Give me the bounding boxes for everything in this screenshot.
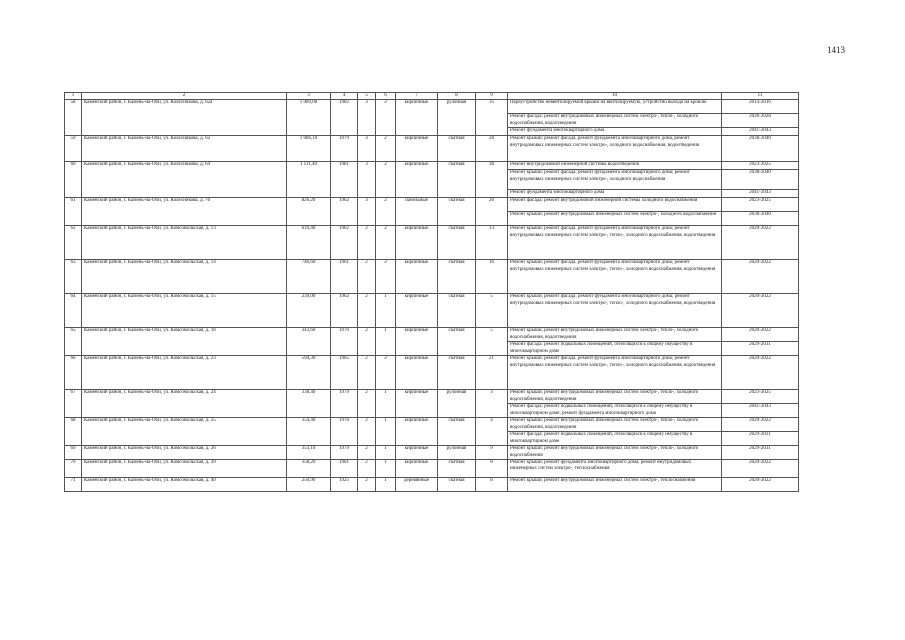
- cell-wear: 8: [476, 460, 508, 478]
- cell-work-description: Ремонт крыши; ремонт внутридомовых инженерных систем электро-, тепло-, холодного водоснабжения, водоотведения: [508, 418, 722, 432]
- cell-area: 610,40: [287, 226, 331, 260]
- cell-entrances: 1: [376, 418, 396, 446]
- cell-work-period: 2020-2022: [722, 260, 799, 294]
- cell-roof: скатная: [438, 260, 476, 294]
- cell-year: 1982: [331, 100, 358, 136]
- cell-floors: 2: [358, 356, 376, 390]
- cell-walls: кирпичные: [396, 136, 438, 162]
- cell-work-period: 2014-2016: [722, 100, 799, 114]
- cell-roof: скатная: [438, 294, 476, 328]
- table-row: [65, 260, 799, 294]
- cell-walls: кирпичные: [396, 390, 438, 418]
- cell-wear: 16: [476, 260, 508, 294]
- cell-year: 1965: [331, 356, 358, 390]
- column-number-cell: 6: [376, 93, 396, 100]
- table-row: [65, 328, 799, 342]
- cell-floors: 2: [358, 294, 376, 328]
- page-number: 1413: [827, 45, 845, 55]
- column-number-cell: 10: [508, 93, 722, 100]
- cell-year: 1961: [331, 260, 358, 294]
- cell-work-description: Ремонт фасада; ремонт внутридомовых инженерных систем электро-, тепло-, холодного водоснабжения, водоотведения: [508, 114, 722, 128]
- cell-floors: 2: [358, 260, 376, 294]
- cell-walls: кирпичные: [396, 100, 438, 136]
- cell-work-description: Ремонт крыши; ремонт внутридомовых инженерных систем электро-, теплоснабжения: [508, 478, 722, 492]
- column-number-cell: 3: [287, 93, 331, 100]
- cell-work-description: Ремонт крыши; ремонт фундамента многоквартирного дома; ремонт внутридомовых инженерных систем электро-, теплоснабжения: [508, 460, 722, 478]
- cell-work-period: 2020-2022: [722, 418, 799, 432]
- cell-num: 60: [65, 162, 82, 198]
- cell-num: 63: [65, 260, 82, 294]
- cell-area: 250,90: [287, 478, 331, 492]
- table-row: [65, 478, 799, 492]
- column-number-cell: 1: [65, 93, 82, 100]
- cell-work-description: Ремонт внутридомовой инженерной системы водоотведения: [508, 162, 722, 170]
- cell-work-description: Ремонт крыши; ремонт внутридомовых инженерных систем электро-, тепло-, холодного водоснабжения, водоотведения: [508, 328, 722, 342]
- cell-work-description: Ремонт крыши; ремонт фасада, ремонт фундамента многоквартирного дома, ремонт внутридомовых инженерных систем электро-, холодного водоснабжения, водоотведения: [508, 136, 722, 162]
- cell-year: 1979: [331, 136, 358, 162]
- cell-address: Каменский район, г. Камень-на-Оби, ул. Комсомольская, д. 23: [82, 356, 287, 390]
- column-number-cell: 2: [82, 93, 287, 100]
- housing-register-table: [64, 92, 799, 492]
- cell-work-period: 2020-2022: [722, 294, 799, 328]
- cell-work-period: 2038-2040: [722, 170, 799, 190]
- cell-num: 62: [65, 226, 82, 260]
- cell-roof: рулонная: [438, 446, 476, 460]
- cell-walls: кирпичные: [396, 418, 438, 446]
- cell-area: 746,60: [287, 260, 331, 294]
- cell-area: 594,30: [287, 356, 331, 390]
- cell-walls: деревянные: [396, 478, 438, 492]
- cell-address: Каменский район, г. Камень-на-Оби, ул. Комсомольская, д. 13: [82, 226, 287, 260]
- cell-roof: скатная: [438, 328, 476, 356]
- table-row: [65, 100, 799, 114]
- cell-area: 1 089,00: [287, 100, 331, 136]
- cell-roof: скатная: [438, 136, 476, 162]
- cell-work-description: Ремонт фундамента многоквартирного дома: [508, 190, 722, 198]
- cell-num: 59: [65, 136, 82, 162]
- cell-year: 1970: [331, 328, 358, 356]
- cell-walls: кирпичные: [396, 356, 438, 390]
- cell-roof: скатная: [438, 226, 476, 260]
- cell-entrances: 1: [376, 328, 396, 356]
- cell-work-description: Ремонт крыши; ремонт фасада, ремонт фундамента многоквартирного дома; ремонт внутридомовых инженерных систем электро-, тепло-, холодного водоснабжения, водоотведения: [508, 356, 722, 390]
- cell-walls: кирпичные: [396, 460, 438, 478]
- cell-year: 1925: [331, 478, 358, 492]
- table-row: [65, 294, 799, 328]
- cell-work-period: 2020-2022: [722, 460, 799, 478]
- cell-wear: 28: [476, 136, 508, 162]
- cell-work-period: 2026-2028: [722, 114, 799, 128]
- table-row: [65, 198, 799, 212]
- cell-work-description: Ремонт фасада; ремонт внутридомовой инженерной системы холодного водоснабжения: [508, 198, 722, 212]
- cell-wear: 20: [476, 198, 508, 226]
- cell-num: 71: [65, 478, 82, 492]
- cell-roof: рулонная: [438, 390, 476, 418]
- cell-num: 70: [65, 460, 82, 478]
- cell-roof: скатная: [438, 460, 476, 478]
- cell-work-description: Ремонт крыши; ремонт фасада; ремонт фундамента многоквартирного дома; ремонт внутридомовых инженерных систем электро-, тепло-, холодного водоснабжения, водоотведения: [508, 294, 722, 328]
- cell-work-period: 2020-2022: [722, 478, 799, 492]
- cell-floors: 2: [358, 418, 376, 446]
- register-body: [65, 100, 799, 492]
- cell-entrances: 2: [376, 162, 396, 198]
- cell-roof: скатная: [438, 198, 476, 226]
- cell-work-description: Ремонт крыши; ремонт внутридомовых инженерных систем электро-, тепло-, холодного водоснабжения: [508, 446, 722, 460]
- cell-work-period: 2041-2043: [722, 190, 799, 198]
- cell-work-description: Ремонт крыши; ремонт фасада, ремонт фундамента многоквартирного дома; ремонт внутридомовых инженерных систем электро-, тепло-, холодного водоснабжения, водоотведения: [508, 260, 722, 294]
- cell-walls: панельные: [396, 198, 438, 226]
- cell-wear: 4: [476, 418, 508, 446]
- cell-year: 1962: [331, 294, 358, 328]
- cell-wear: 8: [476, 478, 508, 492]
- cell-num: 64: [65, 294, 82, 328]
- cell-wear: 9: [476, 446, 508, 460]
- cell-area: 338,40: [287, 390, 331, 418]
- cell-walls: кирпичные: [396, 260, 438, 294]
- cell-address: Каменский район, г. Камень-на-Оби, ул. Комсомольская, д. 14: [82, 260, 287, 294]
- cell-area: 358,20: [287, 460, 331, 478]
- cell-num: 69: [65, 446, 82, 460]
- cell-work-period: 2029-2031: [722, 342, 799, 356]
- cell-floors: 3: [358, 136, 376, 162]
- cell-work-description: Ремонт фасада; ремонт подвальных помещений, относящихся к общему имуществу в многоквартирном доме: [508, 342, 722, 356]
- cell-year: 1962: [331, 198, 358, 226]
- cell-area: 1 086,10: [287, 136, 331, 162]
- table-row: [65, 162, 799, 170]
- table-row: [65, 446, 799, 460]
- cell-roof: скатная: [438, 162, 476, 198]
- cell-address: Каменский район, г. Камень-на-Оби, ул. Комсомольская, д. 25: [82, 418, 287, 446]
- cell-work-description: Ремонт фасада; ремонт подвальных помещений, относящихся к общему имуществу в многоквартирном доме; ремонт фундамента многоквартирного дома: [508, 404, 722, 418]
- cell-address: Каменский район, г. Камень-на-Оби, ул. Колесникова, д. 62: [82, 136, 287, 162]
- cell-walls: кирпичные: [396, 294, 438, 328]
- cell-wear: 35: [476, 100, 508, 136]
- cell-year: 1970: [331, 418, 358, 446]
- cell-work-description: Ремонт крыши; ремонт внутридомовых инженерных систем электро-, холодного водоснабжения: [508, 212, 722, 226]
- cell-entrances: 2: [376, 260, 396, 294]
- cell-floors: 2: [358, 460, 376, 478]
- cell-work-period: 2029-2031: [722, 446, 799, 460]
- cell-wear: 5: [476, 294, 508, 328]
- cell-work-description: Ремонт фундамента многоквартирного дома: [508, 128, 722, 136]
- cell-wear: 38: [476, 162, 508, 198]
- cell-work-period: 2020-2022: [722, 328, 799, 342]
- cell-work-period: 2023-2025: [722, 198, 799, 212]
- cell-floors: 2: [358, 328, 376, 356]
- cell-walls: кирпичные: [396, 328, 438, 356]
- cell-entrances: 2: [376, 136, 396, 162]
- cell-num: 68: [65, 418, 82, 446]
- table-row: [65, 136, 799, 162]
- cell-area: 826,20: [287, 198, 331, 226]
- cell-address: Каменский район, г. Камень-на-Оби, ул. Комсомольская, д. 39: [82, 460, 287, 478]
- cell-work-period: 2023-2025: [722, 390, 799, 404]
- cell-area: 343,60: [287, 328, 331, 356]
- cell-work-period: 2041-2043: [722, 128, 799, 136]
- table-row: [65, 390, 799, 404]
- column-number-cell: 9: [476, 93, 508, 100]
- cell-address: Каменский район, г. Камень-на-Оби, ул. Колесникова, д. 62а: [82, 100, 287, 136]
- table-row: [65, 356, 799, 390]
- cell-year: 1901: [331, 460, 358, 478]
- column-number-cell: 8: [438, 93, 476, 100]
- cell-entrances: 2: [376, 226, 396, 260]
- cell-wear: 13: [476, 226, 508, 260]
- cell-floors: 2: [358, 446, 376, 460]
- cell-area: 354,40: [287, 418, 331, 446]
- cell-address: Каменский район, г. Камень-на-Оби, ул. Комсомольская, д. 40: [82, 478, 287, 492]
- column-number-cell: 4: [331, 93, 358, 100]
- cell-work-period: 2020-2022: [722, 226, 799, 260]
- cell-entrances: 1: [376, 446, 396, 460]
- cell-roof: скатная: [438, 478, 476, 492]
- cell-entrances: 1: [376, 294, 396, 328]
- cell-floors: 3: [358, 162, 376, 198]
- cell-work-period: 2041-2043: [722, 404, 799, 418]
- cell-year: 1979: [331, 446, 358, 460]
- cell-work-period: 2038-2040: [722, 136, 799, 162]
- cell-wear: 3: [476, 390, 508, 418]
- cell-entrances: 2: [376, 198, 396, 226]
- cell-work-period: 2023-2025: [722, 162, 799, 170]
- cell-roof: скатная: [438, 356, 476, 390]
- cell-work-description: Ремонт крыши; ремонт фасада, ремонт фундамента многоквартирного дома; ремонт внутридомовых инженерных систем электро-, тепло-, холодного водоснабжения, водоотведения: [508, 226, 722, 260]
- cell-walls: кирпичные: [396, 446, 438, 460]
- cell-address: Каменский район, г. Камень-на-Оби, ул. Колесникова, д. 70: [82, 198, 287, 226]
- cell-num: 61: [65, 198, 82, 226]
- cell-work-period: 2020-2022: [722, 356, 799, 390]
- table-row: [65, 226, 799, 260]
- cell-address: Каменский район, г. Камень-на-Оби, ул. Комсомольская, д. 18: [82, 328, 287, 356]
- cell-entrances: 2: [376, 356, 396, 390]
- cell-work-period: 2029-2031: [722, 432, 799, 446]
- cell-entrances: 1: [376, 390, 396, 418]
- cell-num: 67: [65, 390, 82, 418]
- cell-num: 65: [65, 328, 82, 356]
- cell-year: 1981: [331, 162, 358, 198]
- cell-area: 1 111,40: [287, 162, 331, 198]
- cell-work-period: 2038-2040: [722, 212, 799, 226]
- cell-address: Каменский район, г. Камень-на-Оби, ул. Комсомольская, д. 15: [82, 294, 287, 328]
- cell-entrances: 1: [376, 460, 396, 478]
- cell-area: 353,10: [287, 446, 331, 460]
- cell-floors: 2: [358, 226, 376, 260]
- cell-entrances: 2: [376, 100, 396, 136]
- cell-address: Каменский район, г. Камень-на-Оби, ул. Колесникова, д. 64: [82, 162, 287, 198]
- cell-floors: 2: [358, 390, 376, 418]
- table-row: [65, 418, 799, 432]
- cell-walls: кирпичные: [396, 162, 438, 198]
- cell-address: Каменский район, г. Камень-на-Оби, ул. Комсомольская, д. 26: [82, 446, 287, 460]
- column-number-row: [65, 93, 799, 100]
- cell-year: 1962: [331, 226, 358, 260]
- cell-walls: кирпичные: [396, 226, 438, 260]
- cell-roof: скатная: [438, 418, 476, 446]
- cell-area: 239,00: [287, 294, 331, 328]
- cell-num: 66: [65, 356, 82, 390]
- cell-floors: 3: [358, 198, 376, 226]
- cell-year: 1979: [331, 390, 358, 418]
- cell-num: 58: [65, 100, 82, 136]
- cell-work-description: Переустройство невентилируемой крыши на вентилируемую, устройство выхода на кровлю: [508, 100, 722, 114]
- column-number-cell: 11: [722, 93, 799, 100]
- cell-work-description: Ремонт фасада; ремонт подвальных помещений, относящихся к общему имуществу в многоквартирном доме: [508, 432, 722, 446]
- cell-wear: 5: [476, 328, 508, 356]
- column-number-cell: 7: [396, 93, 438, 100]
- cell-wear: 21: [476, 356, 508, 390]
- cell-address: Каменский район, г. Камень-на-Оби, ул. Комсомольская, д. 24: [82, 390, 287, 418]
- cell-floors: 3: [358, 100, 376, 136]
- cell-work-description: Ремонт крыши; ремонт фасада; ремонт фундамента многоквартирного дома; ремонт внутридомовых инженерных систем электро-, холодного водоснабжения: [508, 170, 722, 190]
- column-number-cell: 5: [358, 93, 376, 100]
- cell-work-description: Ремонт крыши; ремонт внутридомовых инженерных систем электро-, тепло-, холодного водоснабжения, водоотведения: [508, 390, 722, 404]
- cell-roof: рулонная: [438, 100, 476, 136]
- cell-floors: 2: [358, 478, 376, 492]
- cell-entrances: 1: [376, 478, 396, 492]
- table-row: [65, 460, 799, 478]
